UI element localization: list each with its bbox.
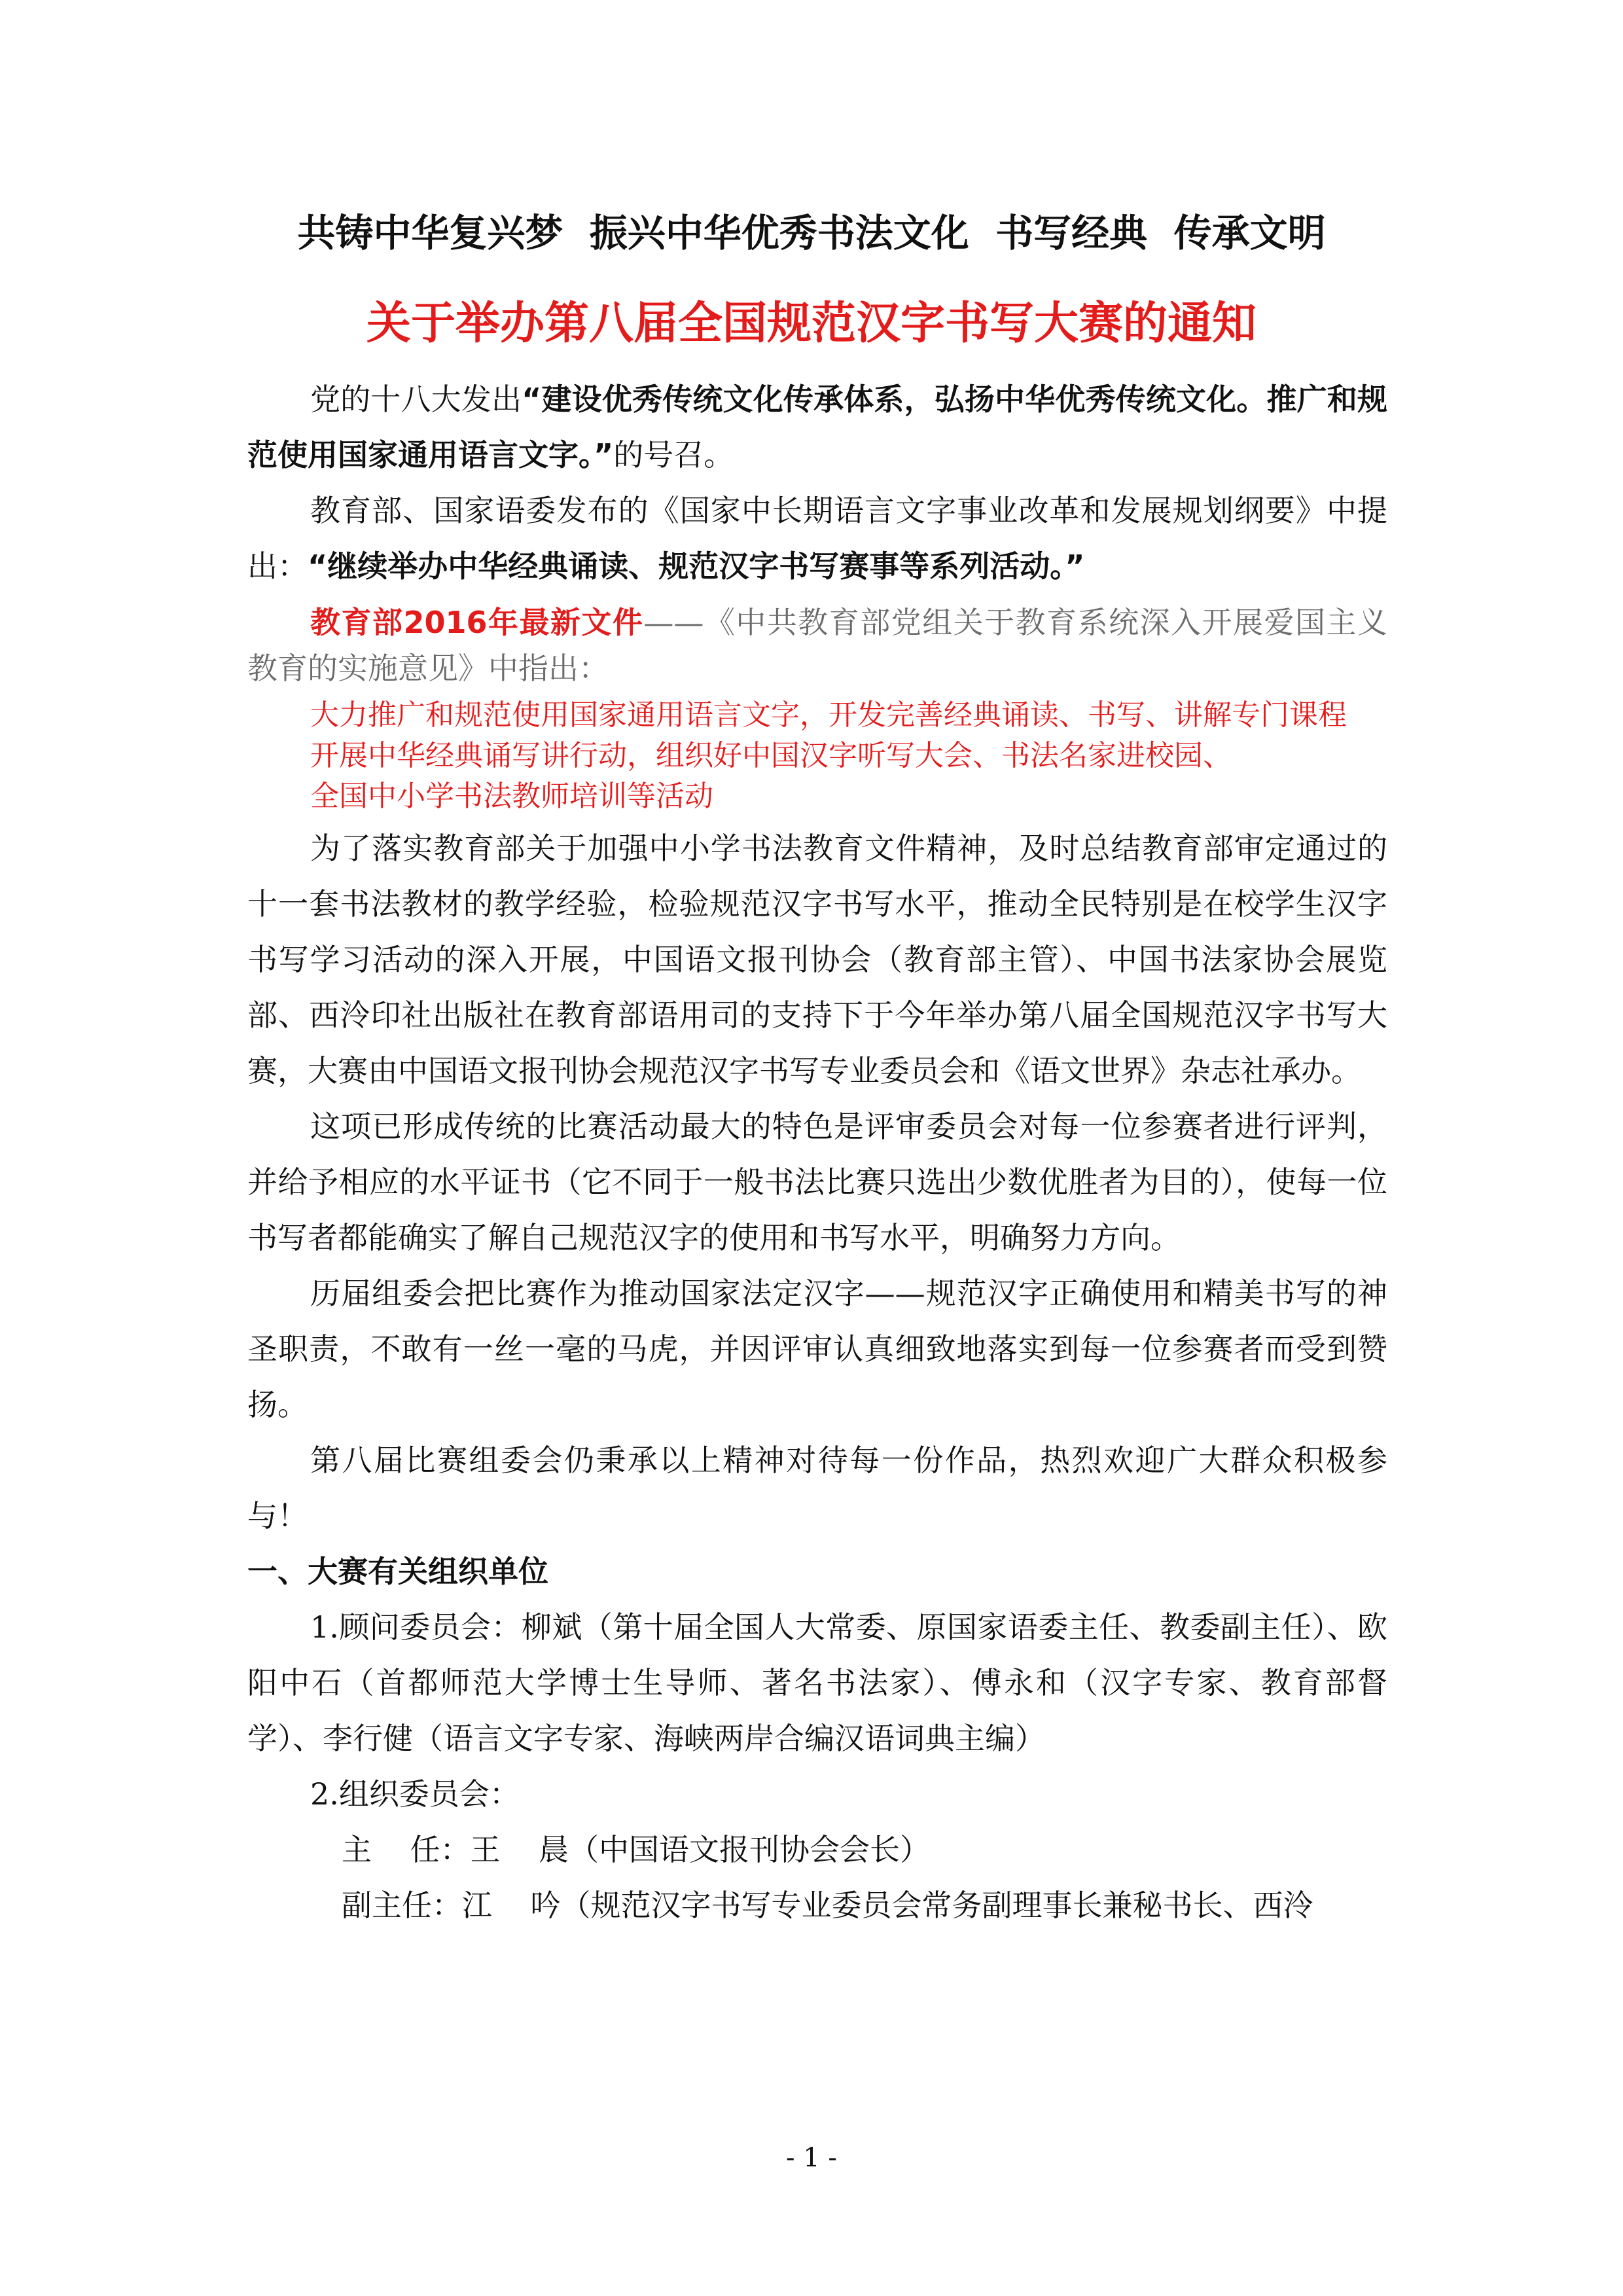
paragraph-ministry-plan [247, 483, 1387, 594]
paragraph-organizing-committee: 2.组织委员会： [310, 1776, 520, 1812]
body-text [247, 372, 1387, 1933]
paragraph-text: 的号召。 [613, 437, 734, 473]
bold-quote: “继续举办中华经典诵读、规范汉字书写赛事等系列活动。” [308, 548, 1085, 584]
paragraph-welcome: 第八届比赛组委会仍秉承以上精神对待每一份作品，热烈欢迎广大群众积极参与！ [247, 1443, 1387, 1534]
paragraph-text: 党的十八大发出 [310, 382, 522, 417]
list-item: 开展中华经典诵写讲行动，组织好中国汉字听写大会、书法名家进校园、 [310, 739, 1232, 772]
section-heading: 一、大赛有关组织单位 [247, 1554, 548, 1589]
paragraph-party-call [247, 372, 1387, 483]
gray-text: ——《中共教育部党组关于教育系统深入开展爱国主义教育的实施意见》中指出： [247, 605, 1387, 686]
red-bullet-list [247, 695, 1387, 817]
paragraph-history: 历届组委会把比赛作为推动国家法定汉字——规范汉字正确使用和精美书写的神圣职责，不敢有一丝一毫的马虎，并因评审认真细致地落实到每一位参赛者而受到赞扬。 [247, 1276, 1387, 1422]
paragraph-feature: 这项已形成传统的比赛活动最大的特色是评审委员会对每一位参赛者进行评判，并给予相应的水平证书（它不同于一般书法比赛只选出少数优胜者为目的），使每一位书写者都能确实了解自己规范汉字的使用和书写水平，明确努力方向。 [247, 1109, 1387, 1255]
role-vice-director: 副主任：江 吟（规范汉字书写专业委员会常务副理事长兼秘书长、西泠 [342, 1888, 1313, 1923]
role-director: 主 任：王 晨（中国语文报刊协会会长） [342, 1832, 930, 1867]
paragraph-advisors: 1.顾问委员会：柳斌（第十届全国人大常委、原国家语委主任、教委副主任）、欧阳中石（首都师范大学博士生导师、著名书法家）、傅永和（汉字专家、教育部督学）、李行健（语言文字专家、海峡两岸合编汉语词典主编） [247, 1609, 1387, 1756]
red-highlight: 教育部2016年最新文件 [310, 605, 644, 640]
paragraph-purpose: 为了落实教育部关于加强中小学书法教育文件精神，及时总结教育部审定通过的十一套书法教材的教学经验，检验规范汉字书写水平，推动全民特别是在校学生汉字书写学习活动的深入开展，中国语文报刊协会（教育部主管）、中国书法家协会展览部、西泠印社出版社在教育部语用司的支持下于今年举办第八届全国规范汉字书写大赛，大赛由中国语文报刊协会规范汉字书写专业委员会和《语文世界》杂志社承办。 [247, 831, 1387, 1088]
page-number: - 1 - [786, 2143, 837, 2173]
list-item: 全国中小学书法教师培训等活动 [310, 780, 713, 813]
notice-title: 关于举办第八届全国规范汉字书写大赛的通知 [366, 298, 1257, 350]
paragraph-latest-document [247, 600, 1387, 691]
list-item: 大力推广和规范使用国家通用语言文字，开发完善经典诵读、书写、讲解专门课程 [310, 698, 1347, 732]
slogan-header: 共铸中华复兴梦 振兴中华优秀书法文化 书写经典 传承文明 [297, 211, 1326, 255]
bold-quote: “建设优秀传统文化传承体系，弘扬中华优秀传统文化。推广和规范使用国家通用语言文字。” [247, 382, 1388, 473]
paragraph-text: 教育部、国家语委发布的《国家中长期语言文字事业改革和发展规划纲要》中提出： [247, 493, 1387, 584]
